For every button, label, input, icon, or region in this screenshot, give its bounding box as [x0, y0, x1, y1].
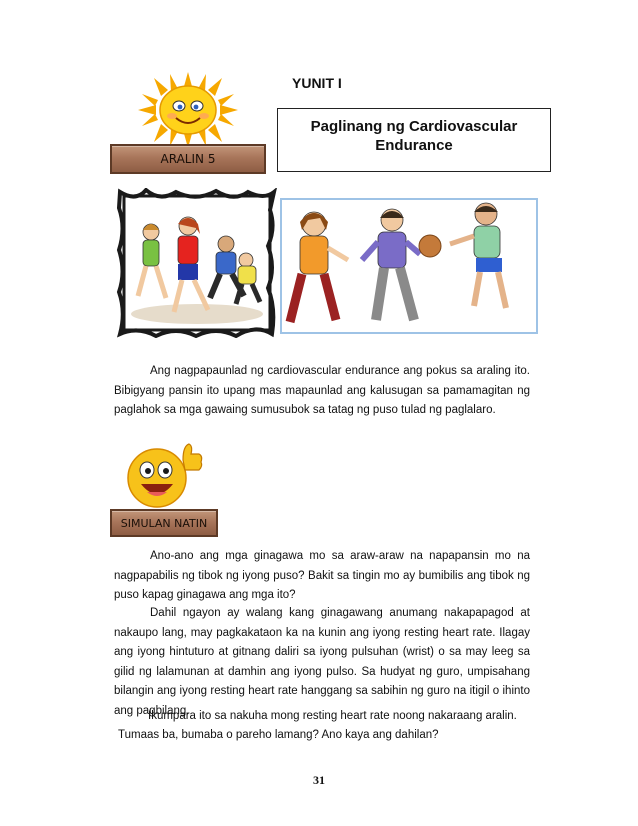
unit-title: YUNIT I	[292, 75, 342, 91]
lesson-badge: ARALIN 5	[110, 144, 266, 174]
section-paragraph-3-line1: Ikumpara ito sa nakuha mong resting heart rate noong nakaraang aralin.	[148, 710, 517, 722]
sun-icon	[138, 72, 238, 148]
lesson-title-line2: Endurance	[375, 137, 453, 154]
section-paragraph-3-line2: Tumaas ba, bumaba o pareho lamang? Ano kaya ang dahilan?	[118, 729, 439, 741]
section-paragraph-1: Ano-ano ang mga ginagawa mo sa araw-araw na napapansin mo na nagpapabilis ng tibok ng iyong puso? Bakit sa tingin mo ay bumibilis ang tibok ng puso kapag ginagawa ang mga ito?	[114, 550, 530, 601]
page-number: 31	[313, 773, 325, 787]
running-children-illustration	[116, 188, 278, 338]
smiley-thumbs-up-icon	[125, 440, 205, 510]
lesson-title-line1: Paglinang ng Cardiovascular	[310, 118, 518, 135]
ball-game-illustration	[280, 198, 538, 334]
section-paragraph-2: Dahil ngayon ay walang kang ginagawang anumang nakapapagod at nakaupo lang, may pagkakataon ka na kunin ang iyong resting heart rate. Ilagay ang iyong hintuturo at gitnang daliri sa iyong pulsuhan (wrist) o sa may leeg sa gilid ng lalamunan at damhin ang iyong pulso. Sa hudyat ng guro, umpisahang bilangin ang iyong resting heart rate hanggang sa sabihin ng guro na itigil o ihinto ang pagbilang.	[114, 607, 530, 717]
lesson-title-box	[277, 108, 551, 172]
section-badge: SIMULAN NATIN	[110, 509, 218, 537]
intro-paragraph: Ang nagpapaunlad ng cardiovascular endurance ang pokus sa araling ito. Bibigyang pansin ito upang mas mapaunlad ang kalusugan sa pamamagitan ng paglahok sa mga gawaing sumusubok sa tatag ng puso tulad ng paglalaro.	[114, 365, 530, 416]
